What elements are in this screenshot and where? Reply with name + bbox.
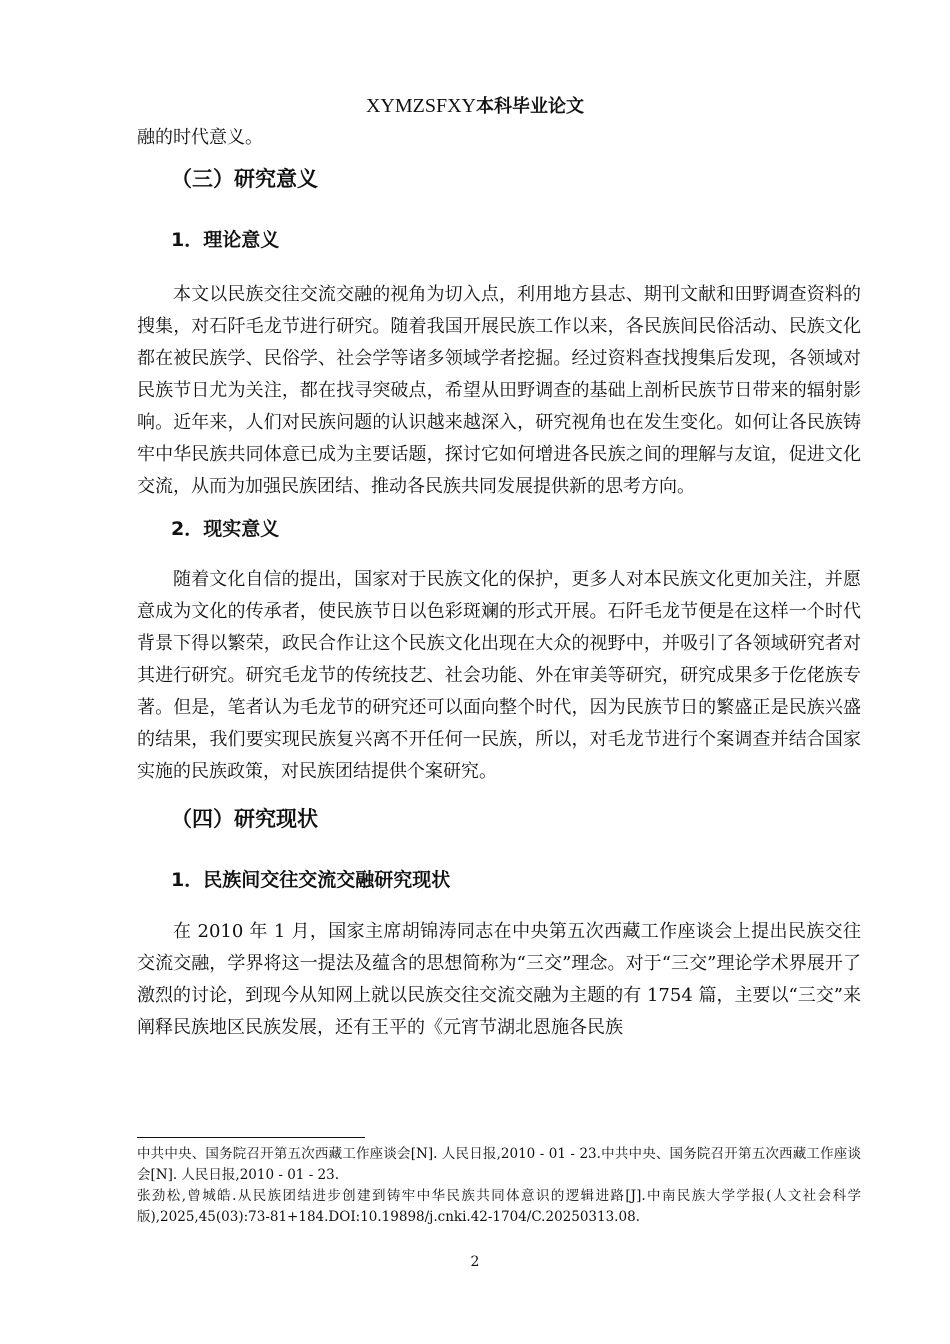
paragraph-theoretical-significance: 本文以民族交往交流交融的视角为切入点，利用地方县志、期刊文献和田野调查资料的搜集，对石阡毛龙节进行研究。随着我国开展民族工作以来，各民族间民俗活动、民族文化都在被民族学、民俗学、社会学等诸多领域学者挖掘。经过资料查找搜集后发现，各领域对民族节日尤为关注，都在找寻突破点，希望从田野调查的基础上剖析民族节日带来的辐射影响。近年来，人们对民族问题的认识越来越深入，研究视角也在发生变化。如何让各民族铸牢中华民族共同体意已成为主要话题，探讨它如何增进各民族之间的理解与友谊，促进文化交流，从而为加强民族团结、推动各民族共同发展提供新的思考方向。 — [137, 284, 861, 497]
paragraph-practical-significance: 随着文化自信的提出，国家对于民族文化的保护，更多人对本民族文化更加关注，并愿意成为文化的传承者，使民族节日以色彩斑斓的形式开展。石阡毛龙节便是在这样一个时代背景下得以繁荣，政民合作让这个民族文化出现在大众的视野中，并吸引了各领域研究者对其进行研究。研究毛龙节的传统技艺、社会功能、外在审美等研究，研究成果多于仡佬族专著。但是，笔者认为毛龙节的研究还可以面向整个时代，因为民族节日的繁盛正是民族兴盛的结果，我们要实现民族复兴离不开任何一民族，所以，对毛龙节进行个案调查并结合国家实施的民族政策，对民族团结提供个案研究。 — [137, 569, 861, 782]
subheading-ethnic-exchange-status: 1．民族间交往交流交融研究现状 — [171, 869, 451, 891]
paragraph-ethnic-exchange-status: 在 2010 年 1 月，国家主席胡锦涛同志在中央第五次西藏工作座谈会上提出民族交往交流交融，学界将这一提法及蕴含的思想简称为“三交”理念。对于“三交”理论学术界展开了激烈的讨论，到现今从知网上就以民族交往交流交融为主题的有 1754 篇，主要以“三交”来阐释民族地区民族发展，还有王平的《元宵节湖北恩施各民族 — [137, 921, 861, 1038]
header-school-code: XYMZSFXY — [365, 95, 477, 117]
footnotes — [137, 1144, 861, 1228]
footnote-1: 中共中央、国务院召开第五次西藏工作座谈会[N]. 人民日报,2010 - 01 - 23.中共中央、国务院召开第五次西藏工作座谈会[N]. 人民日报,2010 - 01 - 23. — [137, 1146, 861, 1183]
page-body — [137, 122, 861, 1044]
section-heading-research-significance: （三）研究意义 — [171, 167, 318, 191]
page-header — [0, 93, 950, 120]
header-thesis-label: 本科毕业论文 — [476, 96, 585, 117]
footnote-divider — [137, 1137, 365, 1138]
subheading-theoretical-significance: 1．理论意义 — [171, 229, 280, 251]
section-heading-research-status: （四）研究现状 — [171, 807, 318, 831]
continuation-line: 融的时代意义。 — [137, 127, 263, 148]
subheading-practical-significance: 2．现实意义 — [171, 518, 280, 540]
footnote-2: 张劲松,曾城皓.从民族团结进步创建到铸牢中华民族共同体意识的逻辑进路[J].中南民族大学学报(人文社会科学版),2025,45(03):73-81+184.DOI:10.19898/j.cnki.42-1704/C.20250313.08. — [137, 1188, 861, 1225]
page-number: 2 — [470, 1254, 480, 1270]
